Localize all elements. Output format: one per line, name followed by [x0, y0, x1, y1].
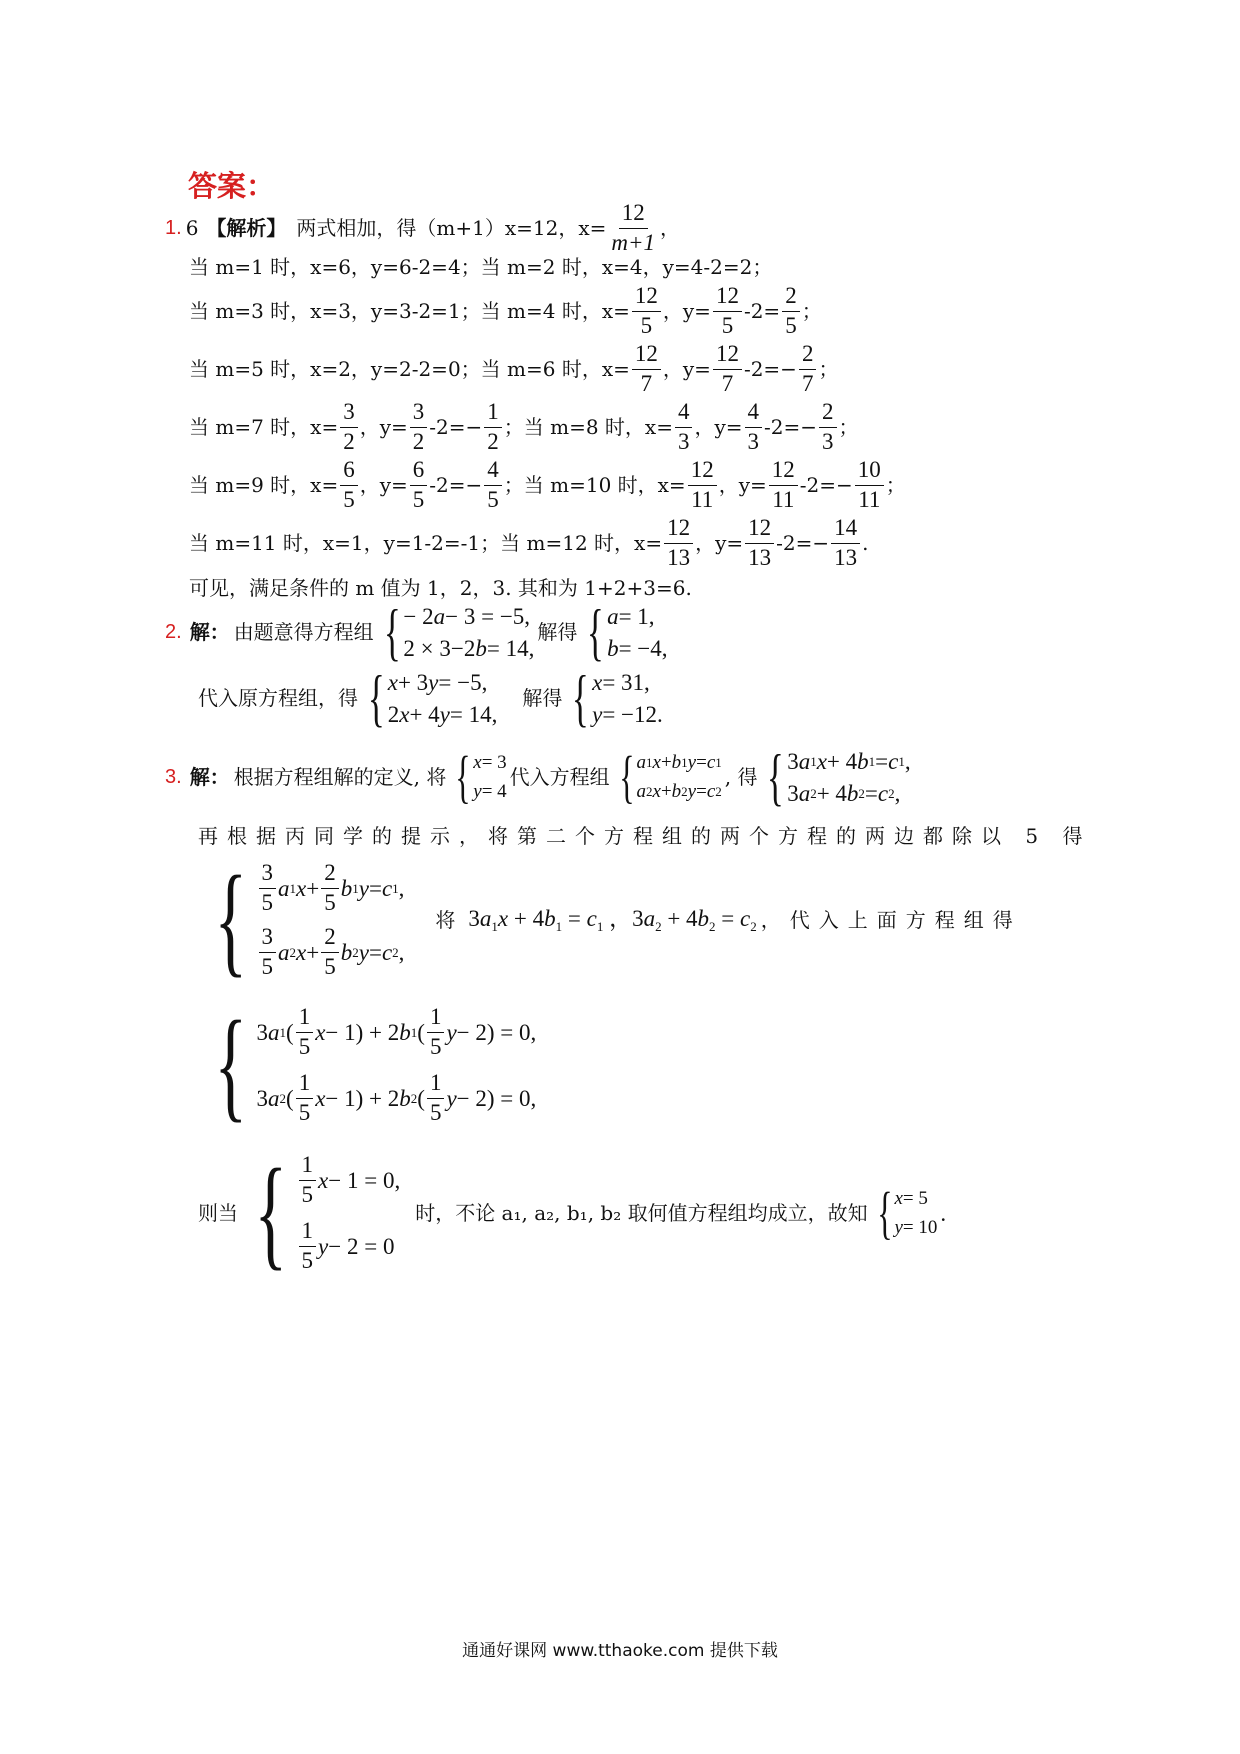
q1-number: 1. — [165, 217, 182, 239]
q2-system-3: { x + 3 y = −5, 2 x + 4 y = 14, — [367, 662, 498, 733]
footer-source: 通通好课网 www.tthaoke.com 提供下载 — [462, 1641, 778, 1661]
q3-line-3: { $\frac{3}{5}$ a 1 x + $\frac{2}{5}$ b 1 y = c 1 , $\frac{3}{5}$ a 2 x + $\frac{2}{5}$ b 2 y = c 2 , 将 $3a_1x + 4b_1 = c_1$ ，$3a_2 + 4b_2 = c_2$ ，代入上面方程组得 — [198, 860, 1022, 980]
q3-line-4 — [198, 996, 539, 1133]
q2-system-1: { − 2 a − 3 = −5, 2 × 3−2 b = 14, — [383, 596, 535, 667]
q1-line-2: 当 m=3 时，x=3，y=3-2=1；当 m=4 时，x= $\frac{12}{5}$ ，y= $\frac{12}{5}$ -2= $\frac{2}{5}$ ； — [189, 283, 822, 338]
q1-line-1: 当 m=1 时，x=6，y=6-2=4；当 m=2 时，x=4，y=4-2=2； — [189, 255, 773, 279]
q1-header: 1. 6 【解析】 两式相加，得（m+1）x=12，x= $\frac{12}{m+1}$ ， — [165, 200, 681, 255]
q1-analysis-tag: 【解析】 — [206, 216, 287, 240]
q2-line-1: 2. 解： 由题意得方程组 { − 2 a − 3 = −5, 2 × 3−2 b = 14, 解得 { a = 1, b = −4, — [165, 596, 668, 667]
q3-line-5: 则当 { $\frac{1}{5}$ x − 1 = 0, $\frac{1}{5}$ y − 2 = 0 时，不论 a₁, a₂, b₁, b₂ 取何值方程组均成立，故知 { x = 5 y = 10 . — [198, 1144, 947, 1281]
q1-intro: 两式相加，得（m+1）x=12，x= — [296, 216, 607, 240]
q3-line-1: 3. 解： 根据方程组解的定义, 将 { x = 3 y = 4 代入方程组 { a 1 x + b 1 y = c 1 a 2 x + b 2 y = c 2 , 得 { 3 a 1 x + 4 b 1 = c 1 , 3 a 2 + 4 b 2 = c 2 , — [165, 741, 911, 812]
q2-system-4: { x = 31, y = −12. — [572, 662, 663, 733]
q3-system-7: { x = 5 y = 10 — [876, 1180, 938, 1245]
q3-system-2: { a 1 x + b 1 y = c 1 a 2 x + b 2 y = c 2 — [618, 744, 722, 809]
q1-conclusion: 可见，满足条件的 m 值为 1，2，3. 其和为 1+2+3=6. — [189, 576, 692, 600]
q3-system-3: { 3 a 1 x + 4 b 1 = c 1 , 3 a 2 + 4 b 2 = c 2 , — [767, 741, 911, 812]
q2-system-2: { a = 1, b = −4, — [587, 596, 668, 667]
q1-line-4: 当 m=7 时，x= $\frac{3}{2}$ ，y= $\frac{3}{2}$ -2=− $\frac{1}{2}$ ；当 m=8 时，x= $\frac{4}{3}$ ，y= $\frac{4}{3}$ -2=− $\frac{2}{3}$ ； — [189, 399, 859, 454]
q3-line-2: 再根据丙同学的提示，将第二个方程组的两个方程的两边都除以 5 得 — [198, 824, 1092, 848]
q1-line-5: 当 m=9 时，x= $\frac{6}{5}$ ，y= $\frac{6}{5}$ -2=− $\frac{4}{5}$ ；当 m=10 时，x= $\frac{12}{11}$ ，y= $\frac{12}{11}$ -2=− $\frac{10}{11}$ ； — [189, 457, 906, 512]
q1-line-6: 当 m=11 时，x=1，y=1-2=-1；当 m=12 时，x= $\frac{12}{13}$ ，y= $\frac{12}{13}$ -2=− $\frac{14}{13}$ . — [189, 515, 869, 570]
q1-line-3: 当 m=5 时，x=2，y=2-2=0；当 m=6 时，x= $\frac{12}{7}$ ，y= $\frac{12}{7}$ -2=− $\frac{2}{7}$ ； — [189, 341, 839, 396]
q3-system-5: { 3 a 1 ( $\frac{1}{5}$ x − 1) + 2 b 1 ( $\frac{1}{5}$ y − 2) = 0, 3 a 2 ( $\frac{1}{5}$ x − 1) + 2 b 2 ( $\frac{1}{5}$ y − 2) = 0, — [214, 996, 537, 1133]
answer-title: 答案： — [188, 169, 276, 203]
q1-answer: 6 — [185, 216, 199, 240]
q3-system-6: { $\frac{1}{5}$ x − 1 = 0, $\frac{1}{5}$ y − 2 = 0 — [254, 1144, 401, 1281]
q3-system-4: { $\frac{3}{5}$ a 1 x + $\frac{2}{5}$ b 1 y = c 1 , $\frac{3}{5}$ a 2 x + $\frac{2}{5}$ b 2 y = c 2 , — [214, 851, 405, 988]
q3-system-1: { x = 3 y = 4 — [455, 744, 507, 809]
q2-line-2: 代入原方程组，得 { x + 3 y = −5, 2 x + 4 y = 14, 解得 { x = 31, y = −12. — [198, 662, 663, 733]
frac-12-over-m1: $\frac{12}{m+1}$ — [611, 200, 656, 255]
